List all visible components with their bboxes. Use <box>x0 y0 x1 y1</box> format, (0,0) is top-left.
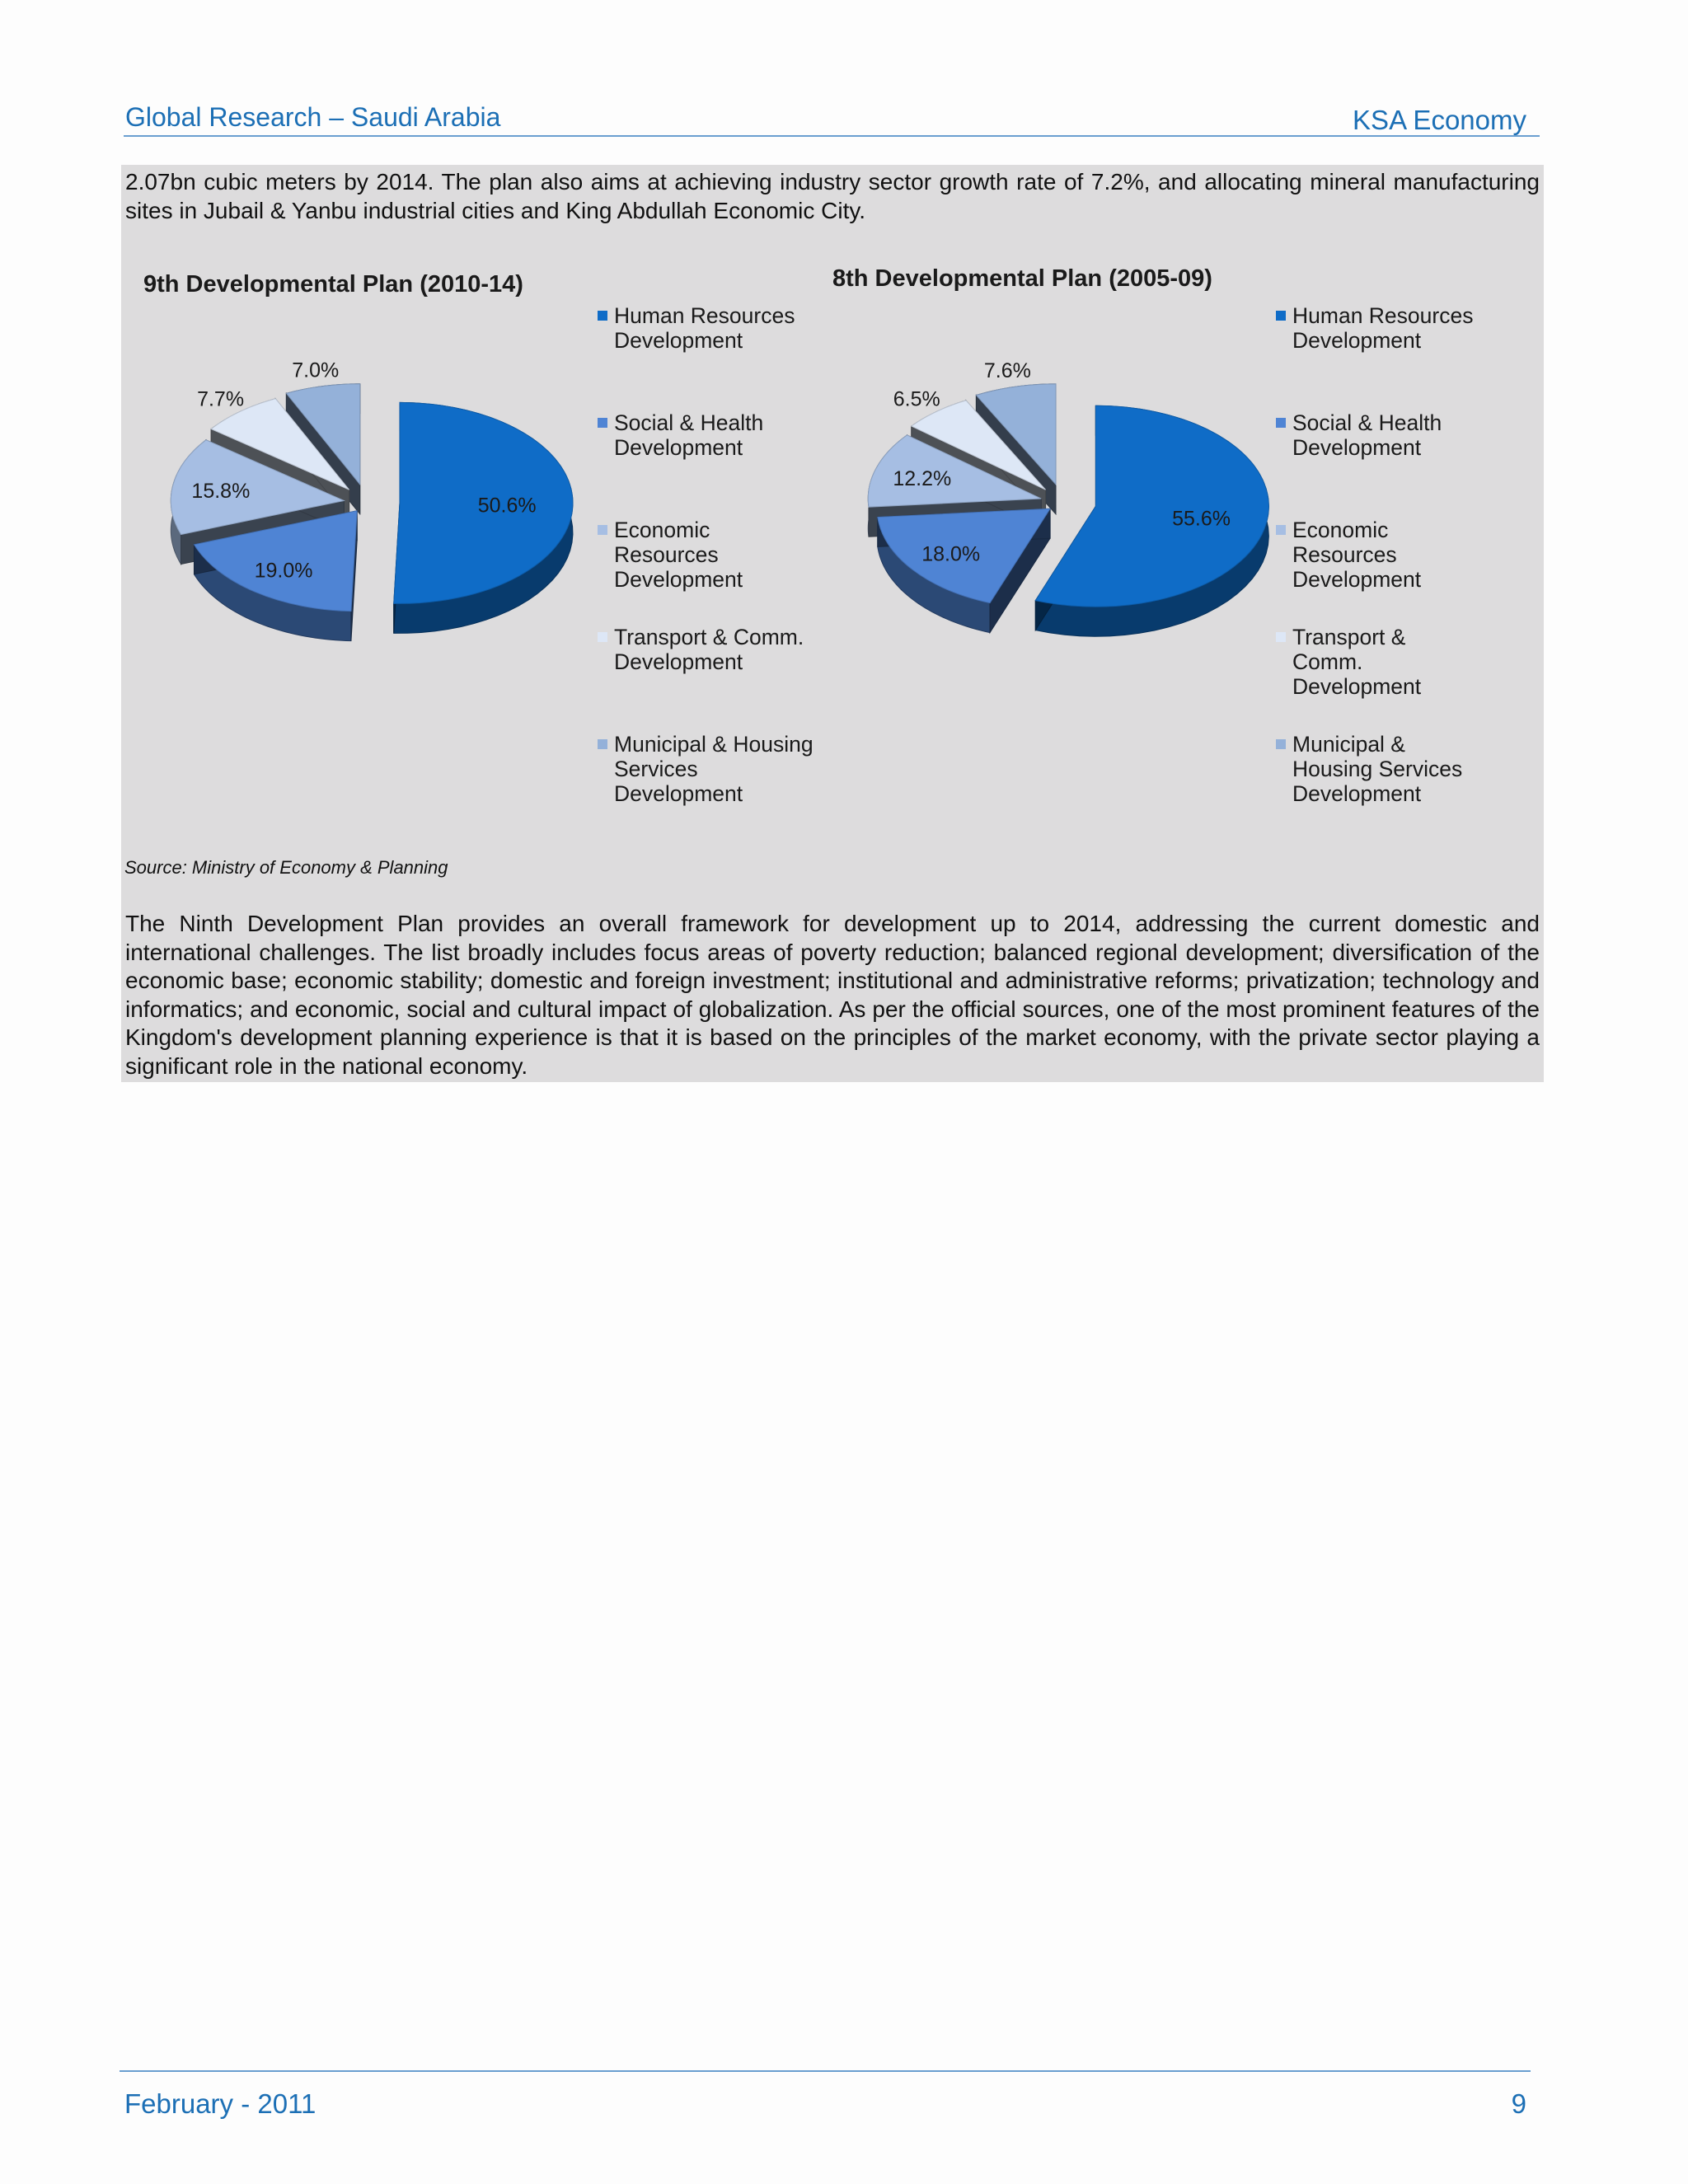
legend-label: Development <box>1292 781 1422 806</box>
page-number: 9 <box>1511 2088 1526 2119</box>
legend-label: Municipal & <box>1292 732 1405 757</box>
data-label-municipal-housing: 7.0% <box>292 359 340 382</box>
data-label-economic-resources: 15.8% <box>191 480 251 504</box>
legend-item-municipal-housing <box>598 732 837 806</box>
legend-label: Social & Health <box>614 410 764 435</box>
legend-swatch-transport-comm <box>1276 632 1286 642</box>
legend-swatch-transport-comm <box>598 632 607 642</box>
legend-label: Development <box>614 649 743 674</box>
legend-swatch-municipal-housing <box>1276 739 1286 749</box>
legend-label: Services <box>614 757 698 781</box>
pie-chart-9th <box>136 359 598 692</box>
pie-chart-8th <box>832 359 1294 692</box>
page-header <box>124 97 1540 137</box>
chart-title-8th: 8th Developmental Plan (2005-09) <box>832 265 1212 292</box>
legend-label: Development <box>1292 328 1422 353</box>
data-label-social-health: 19.0% <box>254 559 313 583</box>
legend-label: Economic <box>614 518 710 542</box>
legend-label: Transport & Comm. <box>614 625 804 649</box>
legend-label: Resources <box>614 542 719 567</box>
page-footer <box>120 2070 1531 2119</box>
legend-label: Development <box>614 781 743 806</box>
legend-label: Social & Health <box>1292 410 1442 435</box>
data-label-economic-resources: 12.2% <box>893 467 952 491</box>
legend-item-social-health <box>598 410 837 460</box>
legend-label: Comm. <box>1292 649 1363 674</box>
legend-item-human-resources <box>598 303 837 353</box>
legend-label: Development <box>1292 567 1422 592</box>
legend-label: Development <box>614 328 743 353</box>
legend-item-economic-resources <box>598 518 837 592</box>
legend-swatch-municipal-housing <box>598 739 607 749</box>
legend-label: Development <box>614 567 743 592</box>
legend-label: Housing Services <box>1292 757 1463 781</box>
legend-label: Transport & <box>1292 625 1406 649</box>
legend-item-municipal-housing <box>1276 732 1515 806</box>
data-label-social-health: 18.0% <box>921 542 981 566</box>
header-section: KSA Economy <box>1353 105 1526 135</box>
legend-item-economic-resources <box>1276 518 1515 592</box>
legend-swatch-economic-resources <box>1276 525 1286 535</box>
legend-label: Development <box>614 435 743 460</box>
footer-date: February - 2011 <box>124 2088 316 2119</box>
legend-label: Human Resources <box>614 303 795 328</box>
chart-title-9th: 9th Developmental Plan (2010-14) <box>143 271 523 298</box>
legend-swatch-social-health <box>598 418 607 428</box>
legend-swatch-social-health <box>1276 418 1286 428</box>
data-label-human-resources: 55.6% <box>1172 507 1231 531</box>
source-note: Source: Ministry of Economy & Planning <box>124 857 448 878</box>
intro-paragraph: 2.07bn cubic meters by 2014. The plan also aims at achieving industry sector growth rate of 7.2%, and allocating mineral manufacturing sites in Jubail & Yanbu industrial cities and King Abdullah Economic City. <box>125 169 1540 223</box>
legend-swatch-economic-resources <box>598 525 607 535</box>
legend-label: Municipal & Housing <box>614 732 814 757</box>
legend-swatch-human-resources <box>1276 311 1286 321</box>
data-label-transport-comm: 6.5% <box>893 387 940 411</box>
legend-label: Development <box>1292 674 1422 699</box>
legend-item-transport-comm <box>598 625 837 674</box>
legend-item-transport-comm <box>1276 625 1515 699</box>
data-label-human-resources: 50.6% <box>477 494 537 518</box>
legend-item-social-health <box>1276 410 1515 460</box>
data-label-transport-comm: 7.7% <box>197 387 245 411</box>
legend-label: Economic <box>1292 518 1389 542</box>
body-paragraph: The Ninth Development Plan provides an overall framework for development up to 2014, addressing the current domestic and international challenges. The list broadly includes focus areas of poverty reduction; balanced regional development; diversification of the economic base; economic stability; domestic and foreign investment; institutional and administrative reforms; privatization; technology and informatics; and economic, social and cultural impact of globalization. As per the official sources, one of the most prominent features of the Kingdom's development planning experience is that it is based on the principles of the market economy, with the private sector playing a significant role in the national economy. <box>125 911 1540 1079</box>
data-label-municipal-housing: 7.6% <box>983 359 1031 382</box>
header-publication: Global Research – Saudi Arabia <box>125 102 501 132</box>
legend-item-human-resources <box>1276 303 1515 353</box>
legend-swatch-human-resources <box>598 311 607 321</box>
legend-label: Resources <box>1292 542 1397 567</box>
legend-label: Human Resources <box>1292 303 1474 328</box>
legend-label: Development <box>1292 435 1422 460</box>
